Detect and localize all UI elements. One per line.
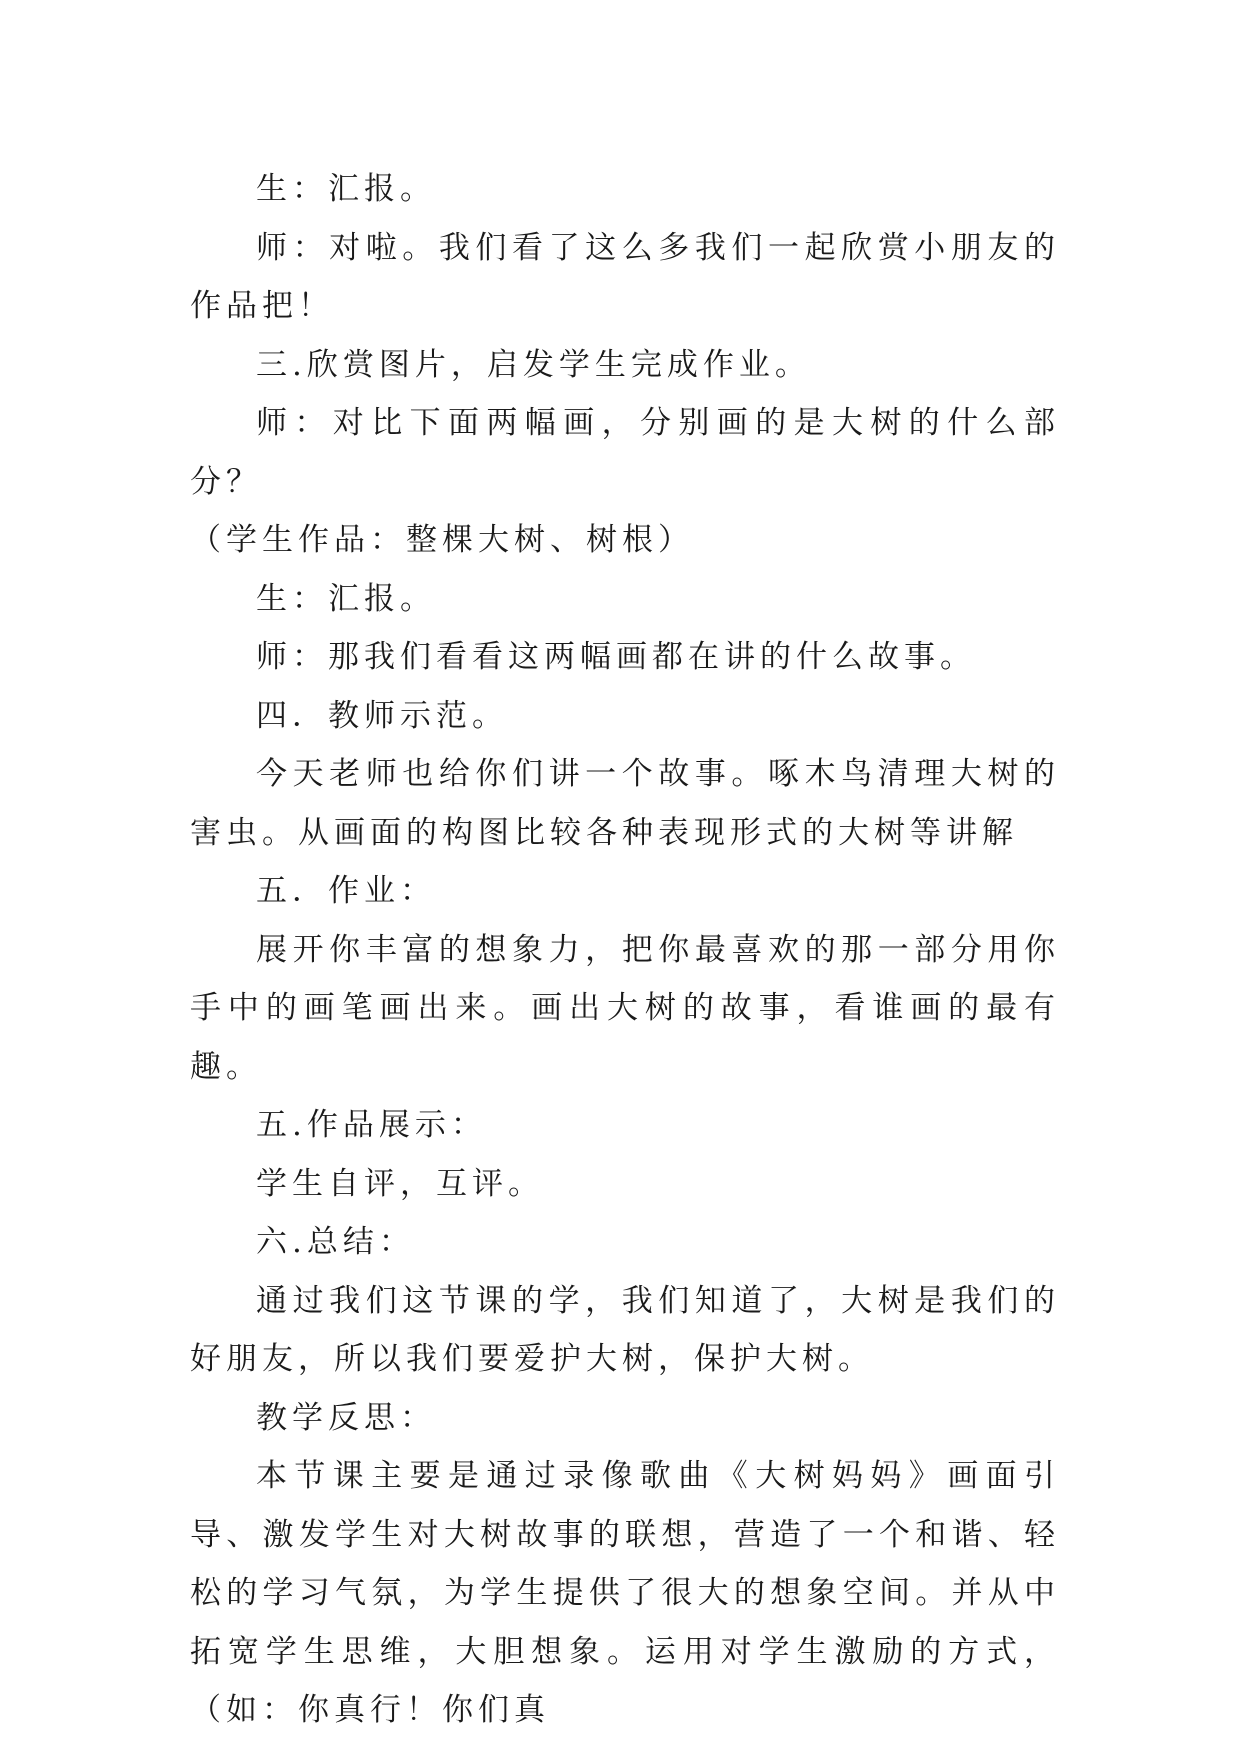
paragraph: 三.欣赏图片，启发学生完成作业。 bbox=[256, 346, 811, 383]
section-heading: 教学反思： bbox=[256, 1399, 436, 1436]
paragraph: 师：那我们看看这两幅画都在讲的什么故事。 bbox=[256, 639, 976, 675]
paragraph: 今天老师也给你们讲一个故事。啄木鸟清理大树的害虫。从画面的构图比较各种表现形式的大树等讲解 bbox=[190, 756, 1060, 851]
section-heading: 五.作品展示： bbox=[256, 1107, 487, 1143]
section-heading: 六.总结： bbox=[256, 1224, 415, 1260]
paragraph: 本节课主要是通过录像歌曲《大树妈妈》画面引导、激发学生对大树故事的联想，营造了一个和谐、轻松的学习气氛，为学生提供了很大的想象空间。并从中拓宽学生思维，大胆想象。运用对学生激励的方式，（如：你真行！你们真 bbox=[190, 1458, 1060, 1728]
paragraph: 展开你丰富的想象力，把你最喜欢的那一部分用你手中的画笔画出来。画出大树的故事，看谁画的最有趣。 bbox=[190, 931, 1060, 1085]
paragraph: 生：汇报。 bbox=[256, 580, 436, 617]
document-body bbox=[190, 160, 1060, 1740]
section-heading: 五．作业： bbox=[256, 873, 436, 909]
paragraph: 生：汇报。 bbox=[256, 171, 436, 207]
paragraph: 学生自评，互评。 bbox=[256, 1165, 544, 1202]
paragraph: （学生作品：整棵大树、树根） bbox=[190, 522, 694, 558]
paragraph: 师：对比下面两幅画，分别画的是大树的什么部分？ bbox=[190, 405, 1060, 500]
section-heading: 四．教师示范。 bbox=[256, 697, 508, 734]
paragraph: 通过我们这节课的学，我们知道了，大树是我们的好朋友，所以我们要爱护大树，保护大树。 bbox=[190, 1282, 1060, 1377]
paragraph: 师：对啦。我们看了这么多我们一起欣赏小朋友的作品把！ bbox=[190, 229, 1060, 324]
